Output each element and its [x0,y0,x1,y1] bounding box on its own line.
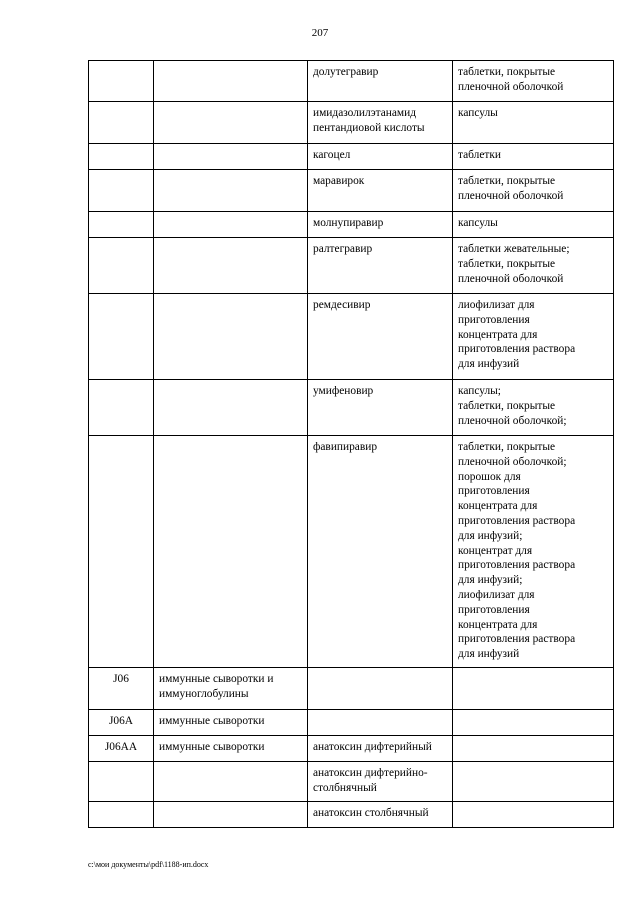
table-row [89,436,614,668]
table-body [89,61,614,828]
dosage-form-cell: капсулы; таблетки, покрытые пленочной оболочкой; [453,380,614,436]
table-row [89,61,614,102]
table-row [89,736,614,762]
drug-name-cell: умифеновир [308,380,453,436]
dosage-form-cell [453,710,614,736]
anatomical-group-cell [154,436,308,668]
anatomical-group-cell [154,144,308,170]
drug-name-cell: маравирок [308,170,453,212]
atc-code-cell [89,294,154,380]
drug-name-cell: долутегравир [308,61,453,102]
dosage-form-cell [453,802,614,828]
atc-code-cell [89,144,154,170]
anatomical-group-cell [154,170,308,212]
anatomical-group-cell [154,294,308,380]
table-row [89,102,614,144]
page-number: 207 [311,27,329,39]
footer-file-path: c:\мои документы\pdf\1188-ип.docx [88,860,209,869]
atc-code-cell: J06 [89,668,154,710]
anatomical-group-cell [154,762,308,802]
table-row [89,668,614,710]
drug-name-cell: ремдесивир [308,294,453,380]
atc-code-cell [89,170,154,212]
table-row [89,238,614,294]
atc-code-cell: J06A [89,710,154,736]
anatomical-group-cell [154,802,308,828]
atc-code-cell [89,802,154,828]
anatomical-group-cell: иммунные сыворотки и иммуноглобулины [154,668,308,710]
dosage-form-cell: таблетки, покрытые пленочной оболочкой [453,170,614,212]
drug-name-cell: анатоксин дифтерийный [308,736,453,762]
drug-name-cell: фавипиравир [308,436,453,668]
drug-name-cell [308,668,453,710]
table-row [89,294,614,380]
table-row [89,762,614,802]
anatomical-group-cell [154,102,308,144]
table-row [89,212,614,238]
drug-name-cell: анатоксин столбнячный [308,802,453,828]
dosage-form-cell [453,762,614,802]
dosage-form-cell: таблетки, покрытые пленочной оболочкой [453,61,614,102]
atc-code-cell [89,102,154,144]
anatomical-group-cell [154,61,308,102]
anatomical-group-cell [154,380,308,436]
anatomical-group-cell: иммунные сыворотки [154,736,308,762]
drug-name-cell: кагоцел [308,144,453,170]
drug-table [88,60,614,828]
dosage-form-cell: капсулы [453,212,614,238]
table-row [89,802,614,828]
table-row [89,170,614,212]
anatomical-group-cell: иммунные сыворотки [154,710,308,736]
anatomical-group-cell [154,212,308,238]
dosage-form-cell: лиофилизат для приготовления концентрата для приготовления раствора для инфузий [453,294,614,380]
dosage-form-cell [453,736,614,762]
dosage-form-cell: капсулы [453,102,614,144]
drug-name-cell: молнупиравир [308,212,453,238]
drug-name-cell: анатоксин дифтерийно-столбнячный [308,762,453,802]
atc-code-cell [89,212,154,238]
atc-code-cell: J06AA [89,736,154,762]
table-row [89,710,614,736]
drug-name-cell: имидазолилэтанамид пентандиовой кислоты [308,102,453,144]
dosage-form-cell: таблетки [453,144,614,170]
atc-code-cell [89,762,154,802]
dosage-form-cell: таблетки жевательные; таблетки, покрытые пленочной оболочкой [453,238,614,294]
drug-name-cell: ралтегравир [308,238,453,294]
atc-code-cell [89,436,154,668]
drug-name-cell [308,710,453,736]
atc-code-cell [89,61,154,102]
dosage-form-cell [453,668,614,710]
anatomical-group-cell [154,238,308,294]
table-row [89,380,614,436]
atc-code-cell [89,380,154,436]
atc-code-cell [89,238,154,294]
table-row [89,144,614,170]
dosage-form-cell: таблетки, покрытые пленочной оболочкой; порошок для приготовления концентрата для приготовления раствора для инфузий; концентрат для приготовления раствора для инфузий; лиофилизат для приготовления концентрата для приготовления раствора для инфузий [453,436,614,668]
